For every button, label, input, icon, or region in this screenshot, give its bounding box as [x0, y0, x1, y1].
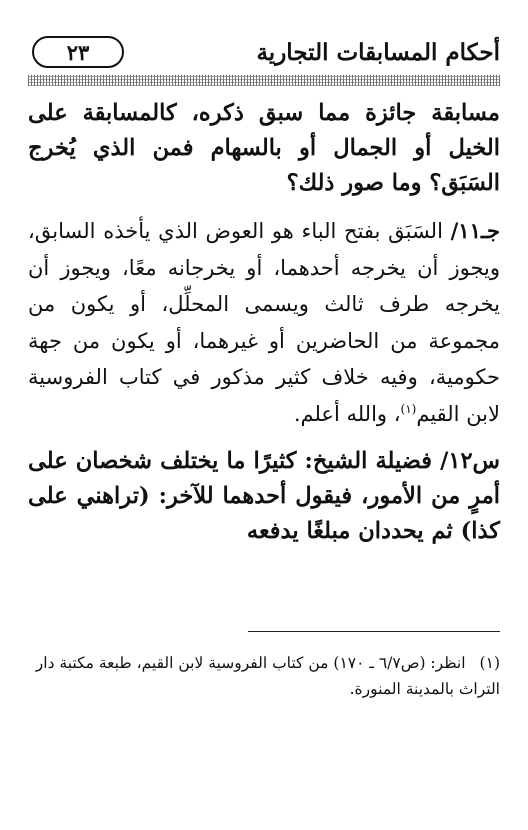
question-text: فضيلة الشيخ: كثيرًا ما يختلف شخصان على أمرٍ من الأمور، فيقول أحدهما للآخر: (تراهني على كذا) ثم يحددان مبلغًا يدفعه: [28, 448, 500, 544]
question-paragraph: [28, 444, 500, 549]
footnote: [28, 650, 500, 702]
page-number: ٢٣: [32, 36, 124, 68]
main-text: [28, 96, 500, 549]
page-header: [28, 30, 500, 74]
header-divider: [28, 75, 500, 86]
footnote-divider: [248, 631, 500, 632]
footnote-reference: (١): [400, 401, 417, 416]
answer-label: جـ١١/: [450, 218, 500, 243]
footnote-marker: (١): [479, 654, 500, 672]
question-intro-paragraph: مسابقة جائزة مما سبق ذكره، كالمسابقة على الخيل أو الجمال أو بالسهام فمن الذي يُخرج السَبَق؟ وما صور ذلك؟: [28, 100, 500, 196]
answer-paragraph: [28, 213, 500, 432]
answer-text: السَبَق بفتح الباء هو العوض الذي يأخذه السابق، ويجوز أن يخرجه أحدهما، أو يخرجانه معًا، ويجوز أن يخرجه طرف ثالث ويسمى المحلِّل، أو يكون من مجموعة من الحاضرين أو غيرهما، أو يكون من جهة حكومية، وفيه خلاف كثير مذكور في كتاب الفروسية لابن القيم: [28, 219, 500, 426]
question-label: س١٢/: [440, 448, 500, 474]
footnote-text: انظر: (ص٦/٧ ـ ١٧٠) من كتاب الفروسية لابن القيم، طبعة مكتبة دار التراث بالمدينة المنورة.: [35, 654, 500, 698]
answer-closing: ، والله أعلم.: [293, 401, 401, 426]
running-title: أحكام المسابقات التجارية: [256, 38, 500, 66]
